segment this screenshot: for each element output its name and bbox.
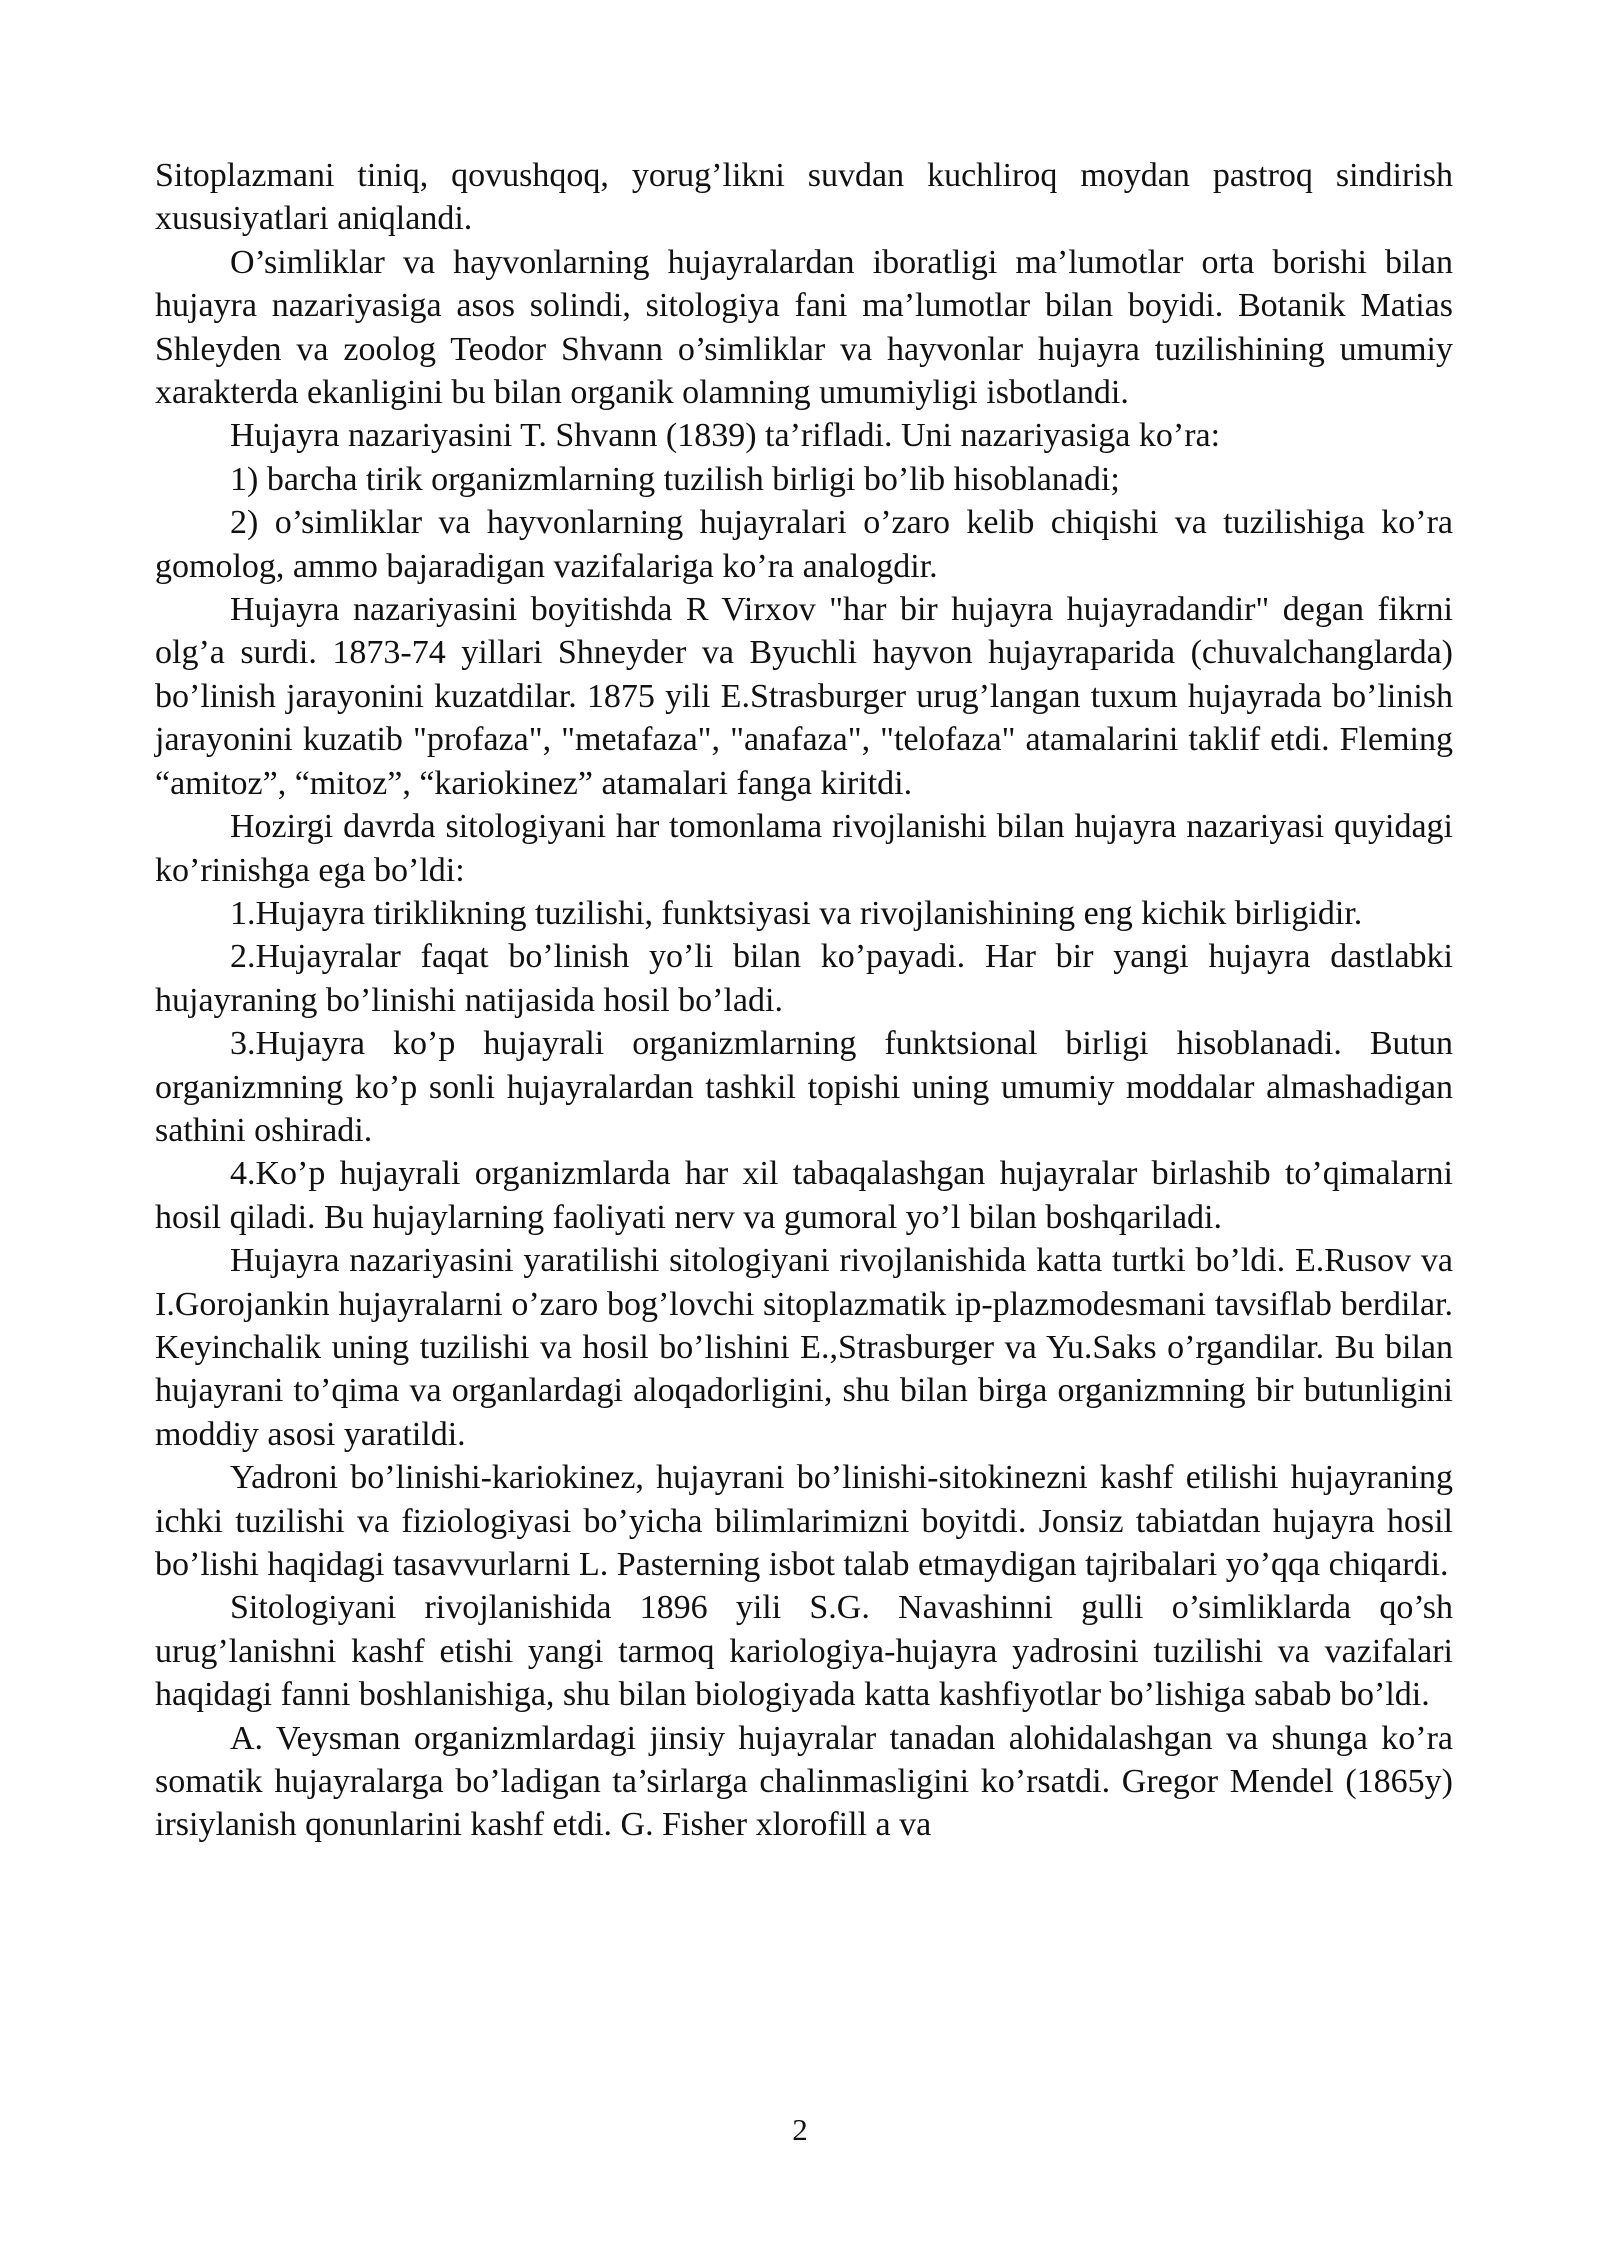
list-item: 4.Ko’p hujayrali organizmlarda har xil tabaqalashgan hujayralar birlashib to’qimalarni hosil qiladi. Bu hujaylarning faoliyati nerv va gumoral yo’l bilan boshqariladi.	[155, 1155, 1453, 1236]
list-item: 3.Hujayra ko’p hujayrali organizmlarning funktsional birligi hisoblanadi. Butun organizmning ko’p sonli hujayralardan tashkil topishi uning umumiy moddalar almashadigan sathini oshiradi.	[155, 1025, 1453, 1149]
paragraph: O’simliklar va hayvonlarning hujayralardan iboratligi ma’lumotlar orta borishi bilan hujayra nazariyasiga asos solindi, sitologiya fani ma’lumotlar bilan boyidi. Botanik Matias Shleyden va zoolog Teodor Shvann o’simliklar va hayvonlar hujayra tuzilishining umumiy xarakterda ekanligini bu bilan organik olamning umumiyligi isbotlandi.	[155, 243, 1453, 412]
paragraph: Hujayra nazariyasini yaratilishi sitologiyani rivojlanishida katta turtki bo’ldi. E.Rusov va I.Gorojankin hujayralarni o’zaro bog’lovchi sitoplazmatik ip-plazmodesmani tavsiflab berdilar. Keyinchalik uning tuzilishi va hosil bo’lishini E.,Strasburger va Yu.Saks o’rgandilar. Bu bilan hujayrani to’qima va organlardagi aloqadorligini, shu bilan birga organizmning bir butunligini moddiy asosi yaratildi.	[155, 1242, 1453, 1453]
list-item: 1.Hujayra tiriklikning tuzilishi, funktsiyasi va rivojlanishining eng kichik birligidir.	[230, 894, 1363, 932]
page-number: 2	[792, 2112, 808, 2147]
paragraph: Hozirgi davrda sitologiyani har tomonlama rivojlanishi bilan hujayra nazariyasi quyidagi ko’rinishga ega bo’ldi:	[155, 808, 1453, 889]
paragraph: Hujayra nazariyasini T. Shvann (1839) ta’rifladi. Uni nazariyasiga ko’ra:	[230, 417, 1221, 455]
list-item: 2) o’simliklar va hayvonlarning hujayralari o’zaro kelib chiqishi va tuzilishiga ko’ra gomolog, ammo bajaradigan vazifalariga ko’ra analogdir.	[155, 504, 1453, 585]
paragraph: Hujayra nazariyasini boyitishda R Virxov "har bir hujayra hujayradandir" degan fikrni olg’a surdi. 1873-74 yillari Shneyder va Byuchli hayvon hujayraparida (chuvalchanglarda) bo’linish jarayonini kuzatdilar. 1875 yili E.Strasburger urug’langan tuxum hujayrada bo’linish jarayonini kuzatib "profaza", "metafaza", "anafaza", "telofaza" atamalarini taklif etdi. Fleming “amitoz”, “mitoz”, “kariokinez” atamalari fanga kiritdi.	[155, 591, 1453, 802]
paragraph: Sitologiyani rivojlanishida 1896 yili S.G. Navashinni gulli o’simliklarda qo’sh urug’lanishni kashf etishi yangi tarmoq kariologiya-hujayra yadrosini tuzilishi va vazifalari haqidagi fanni boshlanishiga, shu bilan biologiyada katta kashfiyotlar bo’lishiga sabab bo’ldi.	[155, 1589, 1453, 1714]
page-body-text	[155, 154, 1453, 1847]
list-item: 2.Hujayralar faqat bo’linish yo’li bilan ko’payadi. Har bir yangi hujayra dastlabki hujayraning bo’linishi natijasida hosil bo’ladi.	[155, 938, 1453, 1019]
paragraph: Yadroni bo’linishi-kariokinez, hujayrani bo’linishi-sitokinezni kashf etilishi hujayraning ichki tuzilishi va fiziologiyasi bo’yicha bilimlarimizni boyitdi. Jonsiz tabiatdan hujayra hosil bo’lishi haqidagi tasavvurlarni L. Pasterning isbot talab etmaydigan tajribalari yo’qqa chiqardi.	[155, 1459, 1453, 1583]
paragraph: Sitoplazmani tiniq, qovushqoq, yorug’likni suvdan kuchliroq moydan pastroq sindirish xususiyatlari aniqlandi.	[155, 157, 1453, 238]
paragraph: A. Veysman organizmlardagi jinsiy hujayralar tanadan alohidalashgan va shunga ko’ra somatik hujayralarga bo’ladigan ta’sirlarga chalinmasligini ko’rsatdi. Gregor Mendel (1865y) irsiylanish qonunlarini kashf etdi. G. Fisher xlorofill a va	[155, 1719, 1453, 1844]
list-item: 1) barcha tirik organizmlarning tuzilish birligi bo’lib hisoblanadi;	[230, 460, 1120, 498]
